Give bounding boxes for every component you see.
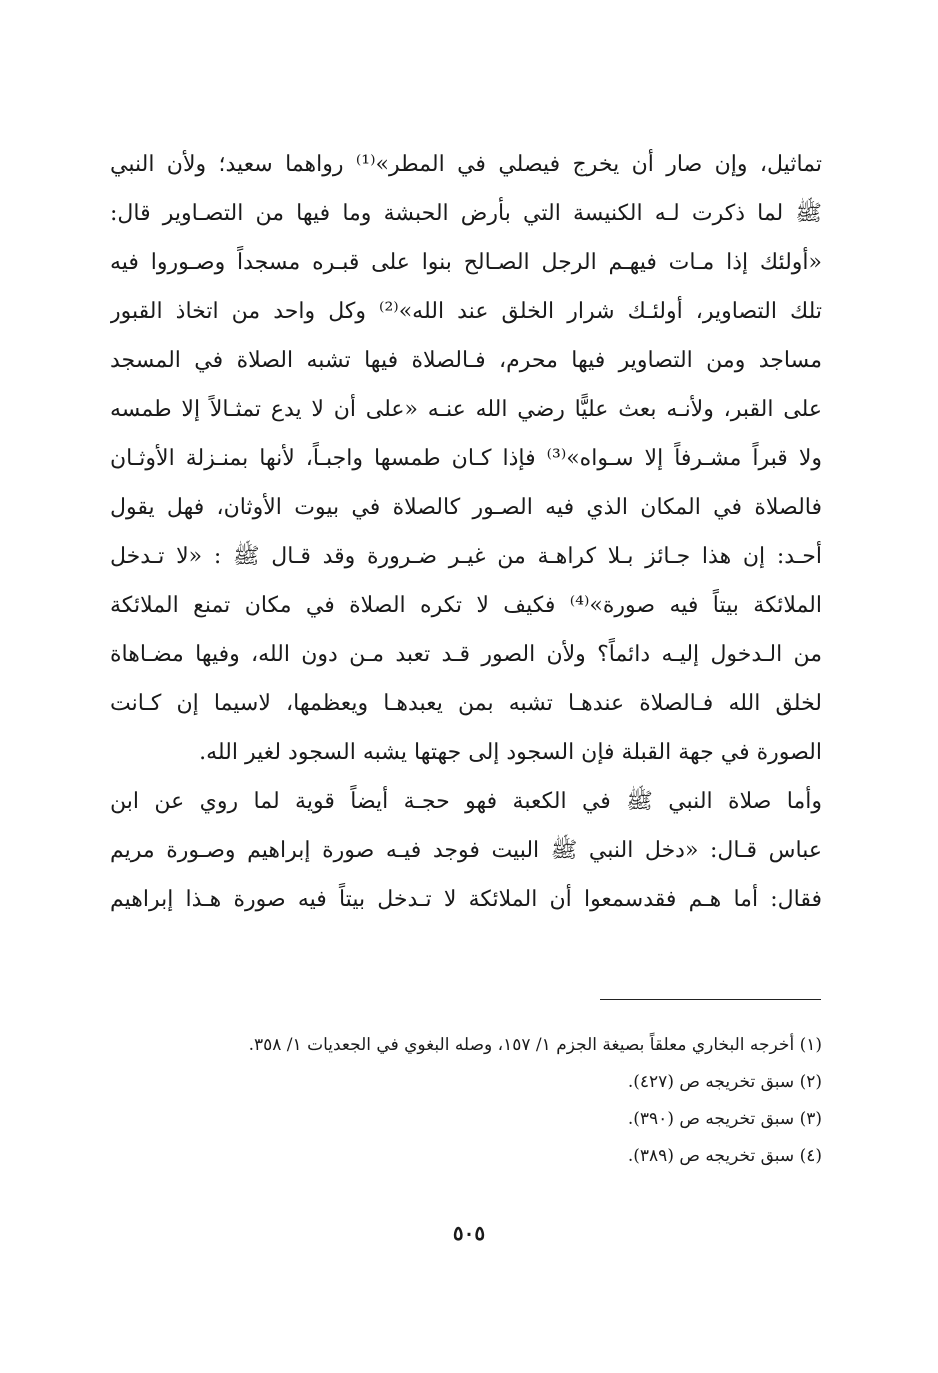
text-line: لخلق الله فـالصلاة عندهـا تشبه بمن يعبدهـا ويعظمها، لاسيما إن كـانت [110, 691, 822, 716]
text-line: ولا قبراً مشـرفاً إلا سـواه»⁽³⁾ فإذا كـان طمسها واجبـاً، لأنها بمنـزلة الأوثـان [110, 446, 822, 471]
text-line: عباس قـال: «دخل النبي ﷺ البيت فوجد فيـه صورة إبراهيم وصـورة مريم [110, 838, 822, 863]
text-line: من الـدخول إليـه دائماً؟ ولأن الصور قـد تعبد مـن دون الله، وفيها مضـاهاة [110, 642, 822, 667]
page-number: ٥٠٥ [452, 1221, 486, 1245]
text-line: تلك التصاوير، أولئـك شرار الخلق عند الله»⁽²⁾ وكل واحد من اتخاذ القبور [110, 299, 822, 324]
text-line: فقال: أما هـم فقدسمعوا أن الملائكة لا تـدخل بيتاً فيه صورة هـذا إبراهيم [110, 887, 822, 912]
main-text [110, 140, 822, 924]
footnote: (٢) سبق تخريجه ص (٤٢٧). [627, 1072, 822, 1092]
footnote: (٤) سبق تخريجه ص (٣٨٩). [627, 1146, 822, 1166]
footnote: (١) أخرجه البخاري معلقاً بصيغة الجزم ١/ ١٥٧، وصله البغوي في الجعديات ١/ ٣٥٨. [248, 1035, 822, 1055]
text-line: أحـد: إن هذا جـائز بـلا كراهـة من غيـر ضـرورة وقد قـال ﷺ : «لا تـدخل [110, 544, 822, 569]
text-line: على القبر، ولأنـه بعث عليًّا رضي الله عنـه «على أن لا يدع تمثـالاً إلا طمسه [110, 397, 822, 422]
text-line: فالصلاة في المكان الذي فيه الصـور كالصلاة في بيوت الأوثان، فهل يقول [110, 495, 822, 520]
text-line: تماثيل، وإن صار أن يخرج فيصلي في المطر»⁽¹⁾ رواهما سعيد؛ ولأن النبي [110, 152, 822, 177]
text-line: «أولئك إذا مـات فيهـم الرجل الصـالح بنوا على قبـره مسجداً وصـوروا فيه [110, 250, 822, 275]
text-line: الملائكة بيتاً فيه صورة»⁽⁴⁾ فكيف لا تكره الصلاة في مكان تمنع الملائكة [110, 593, 822, 618]
text-line: وأما صلاة النبي ﷺ في الكعبة فهو حجـة أيضاً قوية لما روي عن ابن [110, 789, 822, 814]
text-line: مساجد ومن التصاوير فيها محرم، فـالصلاة فيها تشبه الصلاة في المسجد [110, 348, 822, 373]
footnote: (٣) سبق تخريجه ص (٣٩٠). [627, 1109, 822, 1129]
footnote-divider [600, 999, 821, 1000]
text-line: ﷺ لما ذكرت لـه الكنيسة التي بأرض الحبشة وما فيها من التصـاوير قال: [110, 201, 822, 226]
text-line: الصورة في جهة القبلة فإن السجود إلى جهتها يشبه السجود لغير الله. [199, 740, 822, 765]
footnotes [150, 1027, 822, 1175]
